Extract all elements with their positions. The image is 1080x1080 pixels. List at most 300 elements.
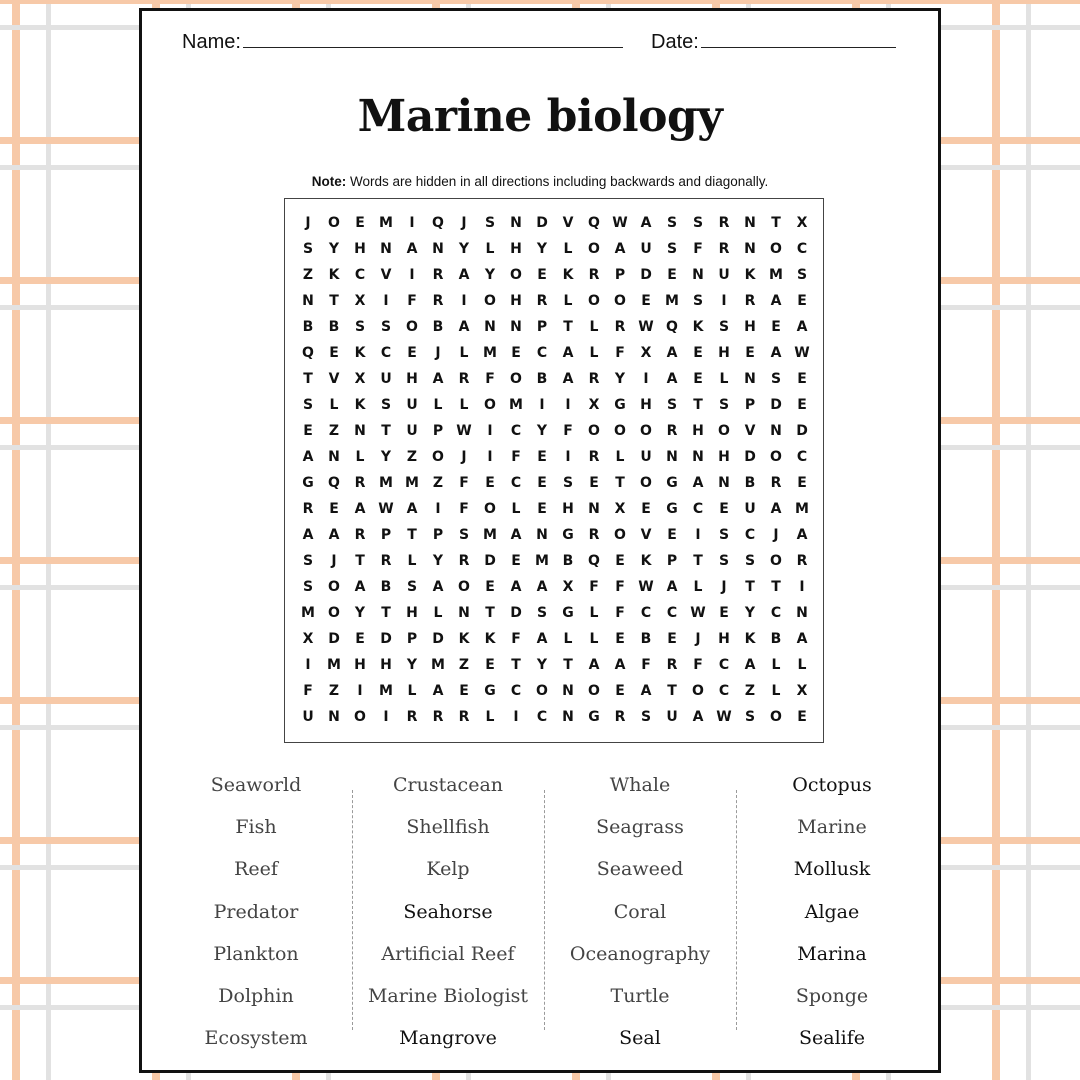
grid-cell: N <box>562 709 574 725</box>
grid-cell: E <box>485 657 495 673</box>
worksheet-page <box>139 8 941 1073</box>
grid-cell: E <box>719 501 729 517</box>
grid-cell: R <box>588 371 600 387</box>
grid-cell: B <box>328 319 340 335</box>
grid-cell: E <box>485 475 495 491</box>
grid-cell: L <box>433 397 443 413</box>
grid-cell: E <box>667 631 677 647</box>
grid-cell: S <box>640 709 652 725</box>
word-search-grid <box>284 198 824 743</box>
grid-cell: A <box>640 683 652 699</box>
grid-cell: R <box>302 501 314 517</box>
grid-cell: Q <box>302 345 314 361</box>
grid-cell: H <box>640 397 652 413</box>
grid-cell: N <box>718 475 730 491</box>
word-item: Fish <box>235 816 277 839</box>
word-item: Octopus <box>792 774 872 796</box>
grid-cell: Q <box>328 475 340 491</box>
grid-cell: S <box>302 553 314 569</box>
grid-cell: S <box>666 215 678 231</box>
grid-cell: E <box>329 345 339 361</box>
grid-cell: F <box>563 423 573 439</box>
page-title: Marine biology <box>357 91 723 142</box>
grid-cell: B <box>536 371 548 387</box>
grid-cell: S <box>562 475 574 491</box>
grid-cell: B <box>432 319 444 335</box>
grid-cell: F <box>589 579 599 595</box>
grid-cell: A <box>666 579 678 595</box>
note-label: Note: <box>311 174 347 189</box>
grid-cell: K <box>692 319 704 335</box>
grid-cell: A <box>796 631 808 647</box>
grid-cell: M <box>431 657 445 673</box>
grid-cell: J <box>331 553 337 569</box>
grid-cell: A <box>666 371 678 387</box>
grid-cell: L <box>407 553 417 569</box>
grid-cell: S <box>744 553 756 569</box>
grid-cell: T <box>485 605 495 621</box>
word-column <box>160 768 352 1063</box>
grid-cell: E <box>693 371 703 387</box>
grid-cell: N <box>744 215 756 231</box>
grid-cell: N <box>510 215 522 231</box>
grid-cell: R <box>458 709 470 725</box>
grid-cell: N <box>380 241 392 257</box>
grid-cell: D <box>640 267 652 283</box>
word-item: Seahorse <box>403 900 493 923</box>
grid-cell: C <box>510 423 522 439</box>
grid-cell: K <box>458 631 470 647</box>
grid-cell: I <box>409 267 415 283</box>
grid-cell: R <box>770 475 782 491</box>
grid-cell: R <box>744 293 756 309</box>
grid-cell: I <box>383 709 389 725</box>
grid-cell: X <box>354 371 366 387</box>
grid-cell: I <box>513 709 519 725</box>
grid-cell: B <box>302 319 314 335</box>
grid-cell: C <box>536 345 548 361</box>
grid-cell: G <box>666 501 678 517</box>
grid-cell: A <box>640 215 652 231</box>
word-item: Shellfish <box>406 816 490 839</box>
grid-cell: S <box>380 319 392 335</box>
date-label: Date: <box>651 31 699 53</box>
note-text: Words are hidden in all directions including backwards and diagonally. <box>346 174 769 189</box>
grid-cell: Z <box>432 475 444 491</box>
grid-cell: E <box>329 501 339 517</box>
grid-cell: F <box>615 605 625 621</box>
grid-cell: S <box>484 215 496 231</box>
grid-cell: A <box>406 501 418 517</box>
grid-cell: M <box>509 397 523 413</box>
grid-cell: R <box>458 371 470 387</box>
word-item: Artificial Reef <box>381 942 515 965</box>
grid-cell: L <box>771 657 781 673</box>
grid-cell: X <box>302 631 314 647</box>
grid-cell: O <box>640 423 652 439</box>
grid-cell: R <box>380 553 392 569</box>
grid-cell: A <box>510 527 522 543</box>
date-field <box>651 31 896 54</box>
grid-cell: E <box>537 501 547 517</box>
grid-cell: O <box>484 293 496 309</box>
grid-cell: W <box>378 501 394 517</box>
grid-cell: S <box>718 527 730 543</box>
grid-cell: E <box>355 631 365 647</box>
grid-cell: A <box>666 345 678 361</box>
word-item: Sponge <box>795 984 869 1007</box>
grid-cell: G <box>484 683 496 699</box>
grid-cell: T <box>381 423 391 439</box>
grid-cell: W <box>638 579 654 595</box>
grid-cell: D <box>484 553 496 569</box>
grid-cell: T <box>511 657 521 673</box>
grid-cell: O <box>484 501 496 517</box>
grid-cell: E <box>771 319 781 335</box>
word-item: Ecosystem <box>204 1027 308 1050</box>
grid-cell: H <box>562 501 574 517</box>
grid-cell: T <box>563 319 573 335</box>
grid-cell: D <box>510 605 522 621</box>
grid-cell: V <box>562 215 574 231</box>
grid-cell: A <box>770 345 782 361</box>
grid-cell: F <box>615 579 625 595</box>
grid-cell: O <box>484 397 496 413</box>
grid-cell: H <box>692 423 704 439</box>
grid-cell: O <box>614 293 626 309</box>
word-column <box>352 768 544 1063</box>
grid-cell: O <box>692 683 704 699</box>
grid-cell: U <box>744 501 756 517</box>
grid-cell: O <box>432 449 444 465</box>
grid-cell: C <box>640 605 652 621</box>
grid-cell: X <box>354 293 366 309</box>
grid-cell: Z <box>302 267 314 283</box>
grid-cell: P <box>744 397 756 413</box>
grid-cell: T <box>355 553 365 569</box>
grid-cell: A <box>406 241 418 257</box>
grid-cell: O <box>588 423 600 439</box>
grid-cell: E <box>485 579 495 595</box>
grid-cell: E <box>797 709 807 725</box>
grid-cell: C <box>666 605 678 621</box>
grid-cell: H <box>510 293 522 309</box>
grid-cell: L <box>355 449 365 465</box>
grid-cell: K <box>640 553 652 569</box>
grid-cell: H <box>354 241 366 257</box>
word-item: Sealife <box>798 1027 866 1050</box>
grid-cell: N <box>588 501 600 517</box>
grid-cell: L <box>719 371 729 387</box>
grid-cell: G <box>302 475 314 491</box>
grid-cell: E <box>537 449 547 465</box>
letter-grid <box>295 210 815 730</box>
grid-cell: M <box>769 267 783 283</box>
grid-cell: E <box>589 475 599 491</box>
grid-cell: E <box>355 215 365 231</box>
grid-cell: L <box>589 345 599 361</box>
grid-cell: H <box>510 241 522 257</box>
grid-cell: R <box>588 449 600 465</box>
grid-cell: D <box>770 397 782 413</box>
grid-cell: E <box>797 397 807 413</box>
grid-cell: A <box>302 449 314 465</box>
grid-cell: E <box>641 501 651 517</box>
grid-cell: M <box>483 527 497 543</box>
name-label: Name: <box>182 31 241 53</box>
grid-cell: F <box>693 241 703 257</box>
grid-cell: E <box>615 683 625 699</box>
word-item: Marine Biologist <box>367 984 529 1007</box>
grid-cell: A <box>692 475 704 491</box>
instructions-note <box>142 174 938 189</box>
grid-cell: K <box>354 345 366 361</box>
grid-cell: N <box>770 423 782 439</box>
grid-cell: N <box>432 241 444 257</box>
grid-cell: B <box>380 579 392 595</box>
grid-cell: L <box>589 605 599 621</box>
grid-cell: G <box>588 709 600 725</box>
grid-cell: N <box>302 293 314 309</box>
word-item: Seaweed <box>596 858 684 881</box>
grid-cell: C <box>510 683 522 699</box>
grid-cell: A <box>510 579 522 595</box>
grid-cell: R <box>536 293 548 309</box>
grid-cell: W <box>612 215 628 231</box>
grid-cell: J <box>435 345 441 361</box>
grid-cell: W <box>794 345 810 361</box>
grid-cell: A <box>744 657 756 673</box>
grid-cell: O <box>770 709 782 725</box>
grid-cell: O <box>328 605 340 621</box>
grid-cell: S <box>692 293 704 309</box>
grid-cell: L <box>693 579 703 595</box>
grid-cell: M <box>535 553 549 569</box>
grid-cell: N <box>536 527 548 543</box>
grid-cell: M <box>379 215 393 231</box>
grid-cell: E <box>667 527 677 543</box>
grid-cell: E <box>615 631 625 647</box>
grid-cell: F <box>615 345 625 361</box>
grid-cell: E <box>303 423 313 439</box>
word-item: Oceanography <box>569 942 711 965</box>
grid-cell: E <box>407 345 417 361</box>
grid-cell: Y <box>536 657 548 673</box>
grid-cell: T <box>381 605 391 621</box>
grid-cell: A <box>432 371 444 387</box>
grid-cell: S <box>666 241 678 257</box>
grid-cell: P <box>432 527 444 543</box>
grid-cell: E <box>537 267 547 283</box>
word-list <box>160 768 928 1063</box>
grid-cell: U <box>302 709 314 725</box>
word-item: Mangrove <box>399 1027 497 1050</box>
grid-cell: A <box>432 683 444 699</box>
grid-cell: E <box>797 475 807 491</box>
grid-cell: N <box>328 449 340 465</box>
grid-cell: U <box>640 241 652 257</box>
grid-cell: F <box>459 475 469 491</box>
grid-cell: I <box>305 657 311 673</box>
grid-cell: L <box>329 397 339 413</box>
grid-cell: C <box>796 241 808 257</box>
grid-cell: R <box>796 553 808 569</box>
grid-cell: S <box>718 319 730 335</box>
grid-cell: K <box>744 631 756 647</box>
grid-cell: E <box>745 345 755 361</box>
grid-cell: C <box>354 267 366 283</box>
grid-cell: N <box>796 605 808 621</box>
grid-cell: Z <box>406 449 418 465</box>
grid-cell: N <box>692 267 704 283</box>
word-item: Algae <box>804 900 860 923</box>
grid-cell: U <box>380 371 392 387</box>
grid-cell: X <box>588 397 600 413</box>
grid-cell: B <box>770 631 782 647</box>
grid-cell: A <box>562 345 574 361</box>
grid-cell: W <box>716 709 732 725</box>
grid-cell: O <box>328 215 340 231</box>
grid-cell: I <box>565 397 571 413</box>
grid-cell: C <box>536 709 548 725</box>
grid-cell: O <box>770 553 782 569</box>
grid-cell: E <box>615 553 625 569</box>
grid-cell: P <box>432 423 444 439</box>
grid-cell: S <box>718 397 730 413</box>
grid-cell: D <box>536 215 548 231</box>
grid-cell: A <box>328 527 340 543</box>
word-item: Marina <box>797 942 867 965</box>
grid-cell: M <box>795 501 809 517</box>
grid-cell: X <box>640 345 652 361</box>
grid-cell: B <box>562 553 574 569</box>
grid-cell: R <box>666 423 678 439</box>
grid-cell: Y <box>328 241 340 257</box>
grid-cell: H <box>718 449 730 465</box>
grid-cell: A <box>588 657 600 673</box>
grid-cell: Z <box>744 683 756 699</box>
grid-cell: I <box>721 293 727 309</box>
grid-cell: L <box>407 683 417 699</box>
grid-cell: E <box>511 345 521 361</box>
grid-cell: H <box>354 657 366 673</box>
grid-cell: L <box>511 501 521 517</box>
word-item: Seal <box>619 1027 661 1050</box>
grid-cell: I <box>799 579 805 595</box>
grid-cell: A <box>302 527 314 543</box>
grid-cell: O <box>640 475 652 491</box>
grid-cell: E <box>797 371 807 387</box>
grid-cell: A <box>614 657 626 673</box>
grid-cell: R <box>718 215 730 231</box>
grid-cell: Y <box>432 553 444 569</box>
grid-cell: I <box>643 371 649 387</box>
grid-cell: J <box>305 215 311 231</box>
grid-cell: M <box>301 605 315 621</box>
grid-cell: W <box>638 319 654 335</box>
word-column <box>544 768 736 1063</box>
grid-cell: E <box>459 683 469 699</box>
name-line <box>243 31 623 48</box>
date-line <box>701 31 896 48</box>
grid-cell: X <box>796 683 808 699</box>
word-item: Turtle <box>610 984 670 1007</box>
grid-cell: M <box>665 293 679 309</box>
grid-cell: E <box>641 293 651 309</box>
grid-cell: P <box>614 267 626 283</box>
grid-cell: O <box>328 579 340 595</box>
grid-cell: C <box>692 501 704 517</box>
grid-cell: Z <box>458 657 470 673</box>
grid-cell: I <box>409 215 415 231</box>
grid-cell: T <box>407 527 417 543</box>
grid-cell: K <box>328 267 340 283</box>
grid-cell: U <box>666 709 678 725</box>
grid-cell: N <box>510 319 522 335</box>
grid-cell: E <box>537 475 547 491</box>
grid-cell: R <box>432 293 444 309</box>
grid-cell: W <box>690 605 706 621</box>
grid-cell: Q <box>432 215 444 231</box>
grid-cell: K <box>354 397 366 413</box>
grid-cell: Y <box>744 605 756 621</box>
grid-cell: T <box>329 293 339 309</box>
grid-cell: G <box>614 397 626 413</box>
grid-cell: I <box>461 293 467 309</box>
grid-cell: I <box>435 501 441 517</box>
grid-cell: L <box>589 631 599 647</box>
word-item: Kelp <box>426 858 470 881</box>
grid-cell: L <box>797 657 807 673</box>
grid-cell: P <box>380 527 392 543</box>
grid-cell: S <box>770 371 782 387</box>
grid-cell: E <box>719 605 729 621</box>
grid-cell: C <box>380 345 392 361</box>
grid-cell: N <box>744 371 756 387</box>
grid-cell: G <box>562 605 574 621</box>
grid-cell: M <box>483 345 497 361</box>
grid-cell: L <box>433 605 443 621</box>
grid-cell: O <box>770 449 782 465</box>
grid-cell: H <box>406 605 418 621</box>
grid-cell: F <box>511 631 521 647</box>
grid-cell: O <box>588 683 600 699</box>
grid-cell: D <box>796 423 808 439</box>
grid-cell: A <box>796 319 808 335</box>
grid-cell: A <box>770 501 782 517</box>
grid-cell: S <box>354 319 366 335</box>
grid-cell: J <box>773 527 779 543</box>
grid-cell: Y <box>484 267 496 283</box>
grid-cell: O <box>588 293 600 309</box>
grid-cell: R <box>458 553 470 569</box>
grid-cell: O <box>510 371 522 387</box>
grid-cell: A <box>354 579 366 595</box>
grid-cell: N <box>354 423 366 439</box>
grid-cell: O <box>458 579 470 595</box>
grid-cell: R <box>406 709 418 725</box>
grid-cell: S <box>302 397 314 413</box>
grid-cell: F <box>407 293 417 309</box>
grid-cell: K <box>744 267 756 283</box>
grid-cell: I <box>565 449 571 465</box>
grid-cell: P <box>666 553 678 569</box>
name-field <box>182 31 623 54</box>
grid-cell: I <box>539 397 545 413</box>
grid-cell: A <box>536 631 548 647</box>
grid-cell: O <box>406 319 418 335</box>
grid-cell: S <box>744 709 756 725</box>
